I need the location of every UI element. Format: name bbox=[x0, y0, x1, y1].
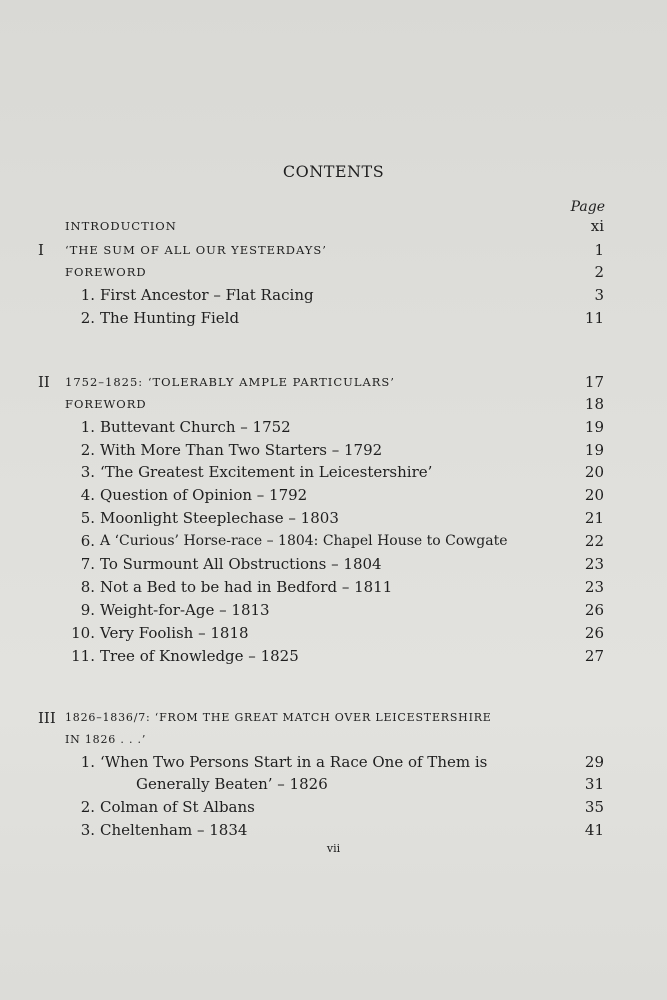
entry-number: 3. bbox=[80, 463, 95, 481]
toc-entry bbox=[0, 416, 667, 438]
foreword-label: FOREWORD bbox=[65, 265, 147, 279]
toc-entry bbox=[0, 484, 667, 506]
entry-title: Generally Beaten’ – 1826 bbox=[136, 775, 328, 793]
page-number: 19 bbox=[584, 418, 604, 436]
folio-page-number: vii bbox=[326, 842, 341, 855]
entry-number: 11. bbox=[71, 647, 95, 665]
entry-number: 2. bbox=[80, 798, 95, 816]
entry-title: Question of Opinion – 1792 bbox=[100, 486, 308, 504]
page-title: CONTENTS bbox=[282, 162, 385, 181]
entry-number: 5. bbox=[80, 509, 95, 527]
page-number: 27 bbox=[584, 647, 604, 665]
entry-number: 2. bbox=[80, 441, 95, 459]
chapter-numeral: III bbox=[38, 709, 56, 727]
page-number: 21 bbox=[584, 509, 604, 527]
page-number: 18 bbox=[584, 395, 604, 413]
toc-entry bbox=[0, 622, 667, 644]
foreword-row bbox=[0, 261, 667, 283]
toc-entry bbox=[0, 461, 667, 483]
entry-number: 9. bbox=[80, 601, 95, 619]
toc-entry bbox=[0, 284, 667, 306]
toc-entry bbox=[0, 439, 667, 461]
toc-entry bbox=[0, 773, 667, 795]
chapter-title: 1826–1836/7: ‘FROM THE GREAT MATCH OVER LEICESTERSHIRE bbox=[65, 711, 492, 724]
entry-title: Colman of St Albans bbox=[100, 798, 255, 816]
foreword-row bbox=[0, 393, 667, 415]
page-number: 20 bbox=[584, 486, 604, 504]
entry-title: ‘When Two Persons Start in a Race One of Them is bbox=[100, 753, 488, 771]
toc-entry bbox=[0, 819, 667, 841]
chapter-title-continued: IN 1826 . . .’ bbox=[65, 733, 147, 746]
toc-entry bbox=[0, 530, 667, 552]
chapter-heading-continued bbox=[0, 729, 667, 751]
page-number: 35 bbox=[584, 798, 604, 816]
chapter-numeral: I bbox=[38, 241, 44, 259]
entry-number: 1. bbox=[80, 753, 95, 771]
entry-number: 7. bbox=[80, 555, 95, 573]
entry-number: 8. bbox=[80, 578, 95, 596]
entry-title: Not a Bed to be had in Bedford – 1811 bbox=[100, 578, 393, 596]
toc-entry bbox=[0, 796, 667, 818]
page-number: 20 bbox=[584, 463, 604, 481]
page-number: 26 bbox=[584, 624, 604, 642]
toc-entry bbox=[0, 645, 667, 667]
toc-entry bbox=[0, 307, 667, 329]
page-number: 19 bbox=[584, 441, 604, 459]
page-number: 29 bbox=[584, 753, 604, 771]
entry-title: A ‘Curious’ Horse-race – 1804: Chapel House to Cowgate bbox=[100, 533, 508, 549]
introduction-label: INTRODUCTION bbox=[65, 219, 177, 233]
entry-number: 2. bbox=[80, 309, 95, 327]
page-number: xi bbox=[590, 217, 604, 235]
chapter-title: 1752–1825: ‘TOLERABLY AMPLE PARTICULARS’ bbox=[65, 375, 395, 389]
toc-entry bbox=[0, 507, 667, 529]
page-column-header: Page bbox=[570, 199, 605, 215]
entry-title: Cheltenham – 1834 bbox=[100, 821, 248, 839]
toc-entry bbox=[0, 553, 667, 575]
entry-title: The Hunting Field bbox=[100, 309, 240, 327]
chapter-heading bbox=[0, 371, 667, 393]
page-number: 22 bbox=[584, 532, 604, 550]
page-number: 1 bbox=[594, 241, 604, 259]
entry-number: 1. bbox=[80, 418, 95, 436]
entry-title: With More Than Two Starters – 1792 bbox=[100, 441, 383, 459]
chapter-numeral: II bbox=[38, 373, 50, 391]
entry-title: To Surmount All Obstructions – 1804 bbox=[100, 555, 382, 573]
page-number: 23 bbox=[584, 555, 604, 573]
chapter-heading bbox=[0, 707, 667, 729]
toc-entry bbox=[0, 599, 667, 621]
page-number: 2 bbox=[594, 263, 604, 281]
toc-row-introduction bbox=[0, 215, 667, 237]
entry-title: First Ancestor – Flat Racing bbox=[100, 286, 314, 304]
page-number: 17 bbox=[584, 373, 604, 391]
entry-number: 3. bbox=[80, 821, 95, 839]
page-number: 11 bbox=[584, 309, 604, 327]
toc-entry bbox=[0, 576, 667, 598]
entry-title: Very Foolish – 1818 bbox=[100, 624, 249, 642]
foreword-label: FOREWORD bbox=[65, 397, 147, 411]
page-number: 3 bbox=[594, 286, 604, 304]
chapter-heading bbox=[0, 239, 667, 261]
page-number: 26 bbox=[584, 601, 604, 619]
entry-number: 4. bbox=[80, 486, 95, 504]
chapter-title: ‘THE SUM OF ALL OUR YESTERDAYS’ bbox=[65, 243, 327, 257]
entry-title: Tree of Knowledge – 1825 bbox=[100, 647, 299, 665]
entry-title: ‘The Greatest Excitement in Leicestershire’ bbox=[100, 463, 433, 481]
toc-entry bbox=[0, 751, 667, 773]
page-number: 23 bbox=[584, 578, 604, 596]
entry-number: 10. bbox=[71, 624, 95, 642]
page-number: 31 bbox=[584, 775, 604, 793]
entry-title: Weight-for-Age – 1813 bbox=[100, 601, 270, 619]
entry-title: Buttevant Church – 1752 bbox=[100, 418, 291, 436]
page-number: 41 bbox=[584, 821, 604, 839]
entry-number: 6. bbox=[80, 532, 95, 550]
entry-title: Moonlight Steeplechase – 1803 bbox=[100, 509, 339, 527]
entry-number: 1. bbox=[80, 286, 95, 304]
